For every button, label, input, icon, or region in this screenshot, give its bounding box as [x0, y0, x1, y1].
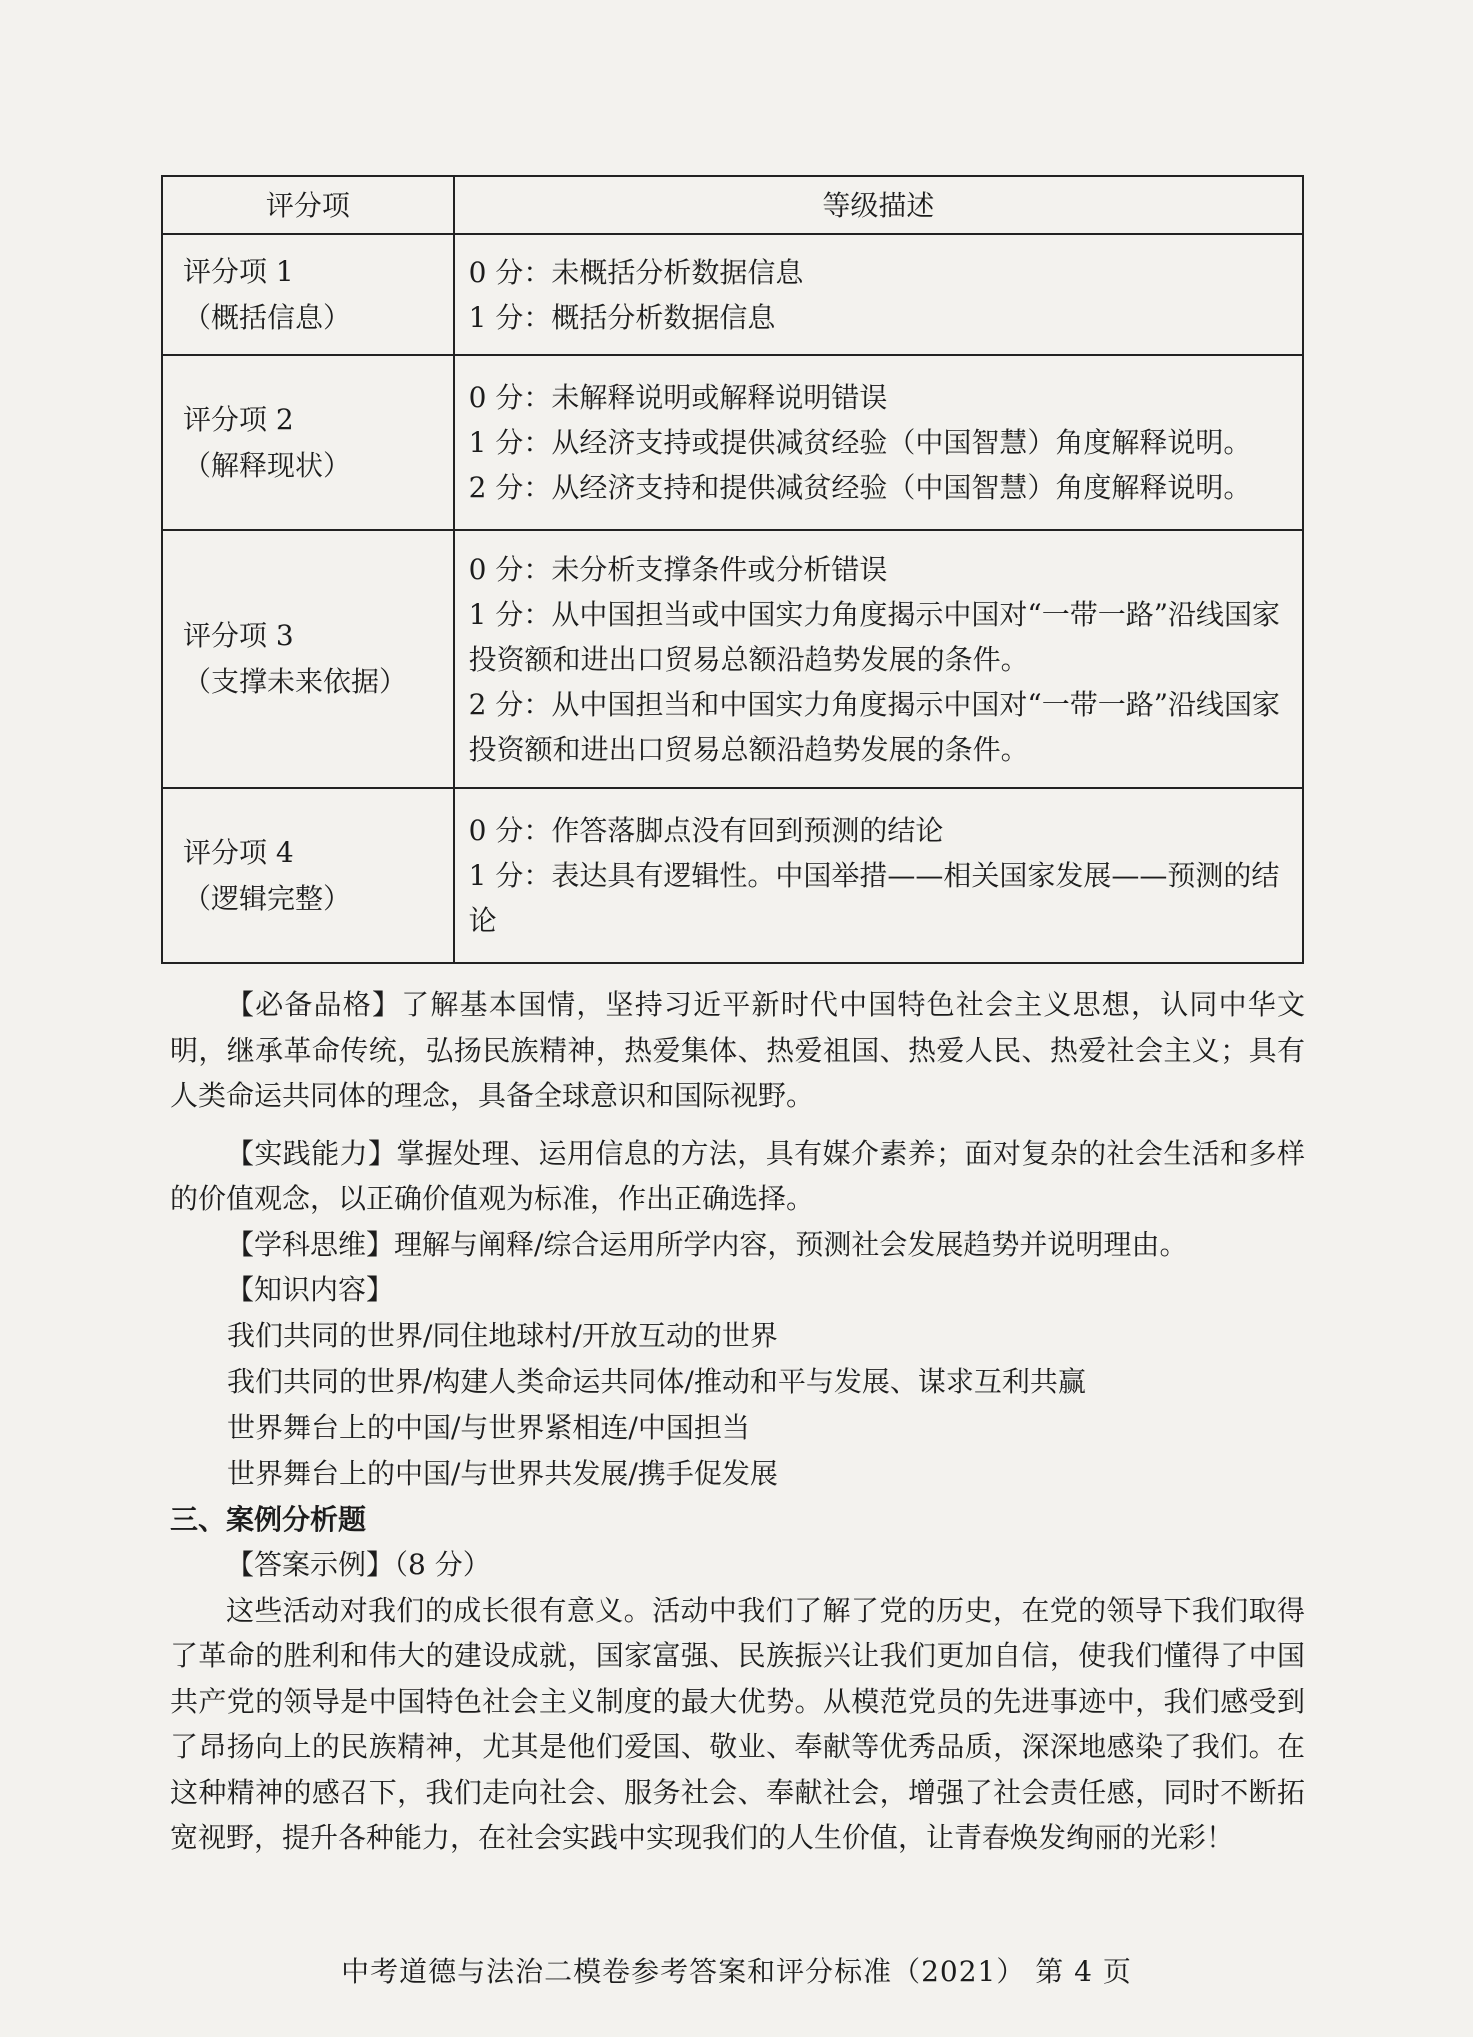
description-cell [454, 355, 1303, 530]
scoring-table [161, 175, 1304, 964]
scoring-item-cell [162, 234, 454, 355]
answer-paragraph: 这些活动对我们的成长很有意义。活动中我们了解了党的历史，在党的领导下我们取得了革命的胜利和伟大的建设成就，国家富强、民族振兴让我们更加自信，使我们懂得了中国共产党的领导是中国特色社会主义制度的最大优势。从模范党员的先进事迹中，我们感受到了昂扬向上的民族精神，尤其是他们爱国、敬业、奉献等优秀品质，深深地感染了我们。在这种精神的感召下，我们走向社会、服务社会、奉献社会，增强了社会责任感，同时不断拓宽视野，提升各种能力，在社会实践中实现我们的人生价值，让青春焕发绚丽的光彩！ [170, 1593, 1305, 1854]
table-header-row [162, 176, 1303, 234]
description-cell [454, 530, 1303, 788]
list-item: 世界舞台上的中国/与世界紧相连/中国担当 [227, 1410, 750, 1444]
list-item: 世界舞台上的中国/与世界共发展/携手促发展 [227, 1456, 778, 1490]
thinking-paragraph: 【学科思维】理解与阐释/综合运用所学内容，预测社会发展趋势并说明理由。 [226, 1227, 1188, 1261]
table-row [162, 530, 1303, 788]
knowledge-title: 【知识内容】 [226, 1273, 395, 1306]
scoring-item-subtitle: （概括信息） [183, 300, 352, 334]
knowledge-list [170, 1313, 1305, 1497]
practice-paragraph: 【实践能力】掌握处理、运用信息的方法，具有媒介素养；面对复杂的社会生活和多样的价值观念，以正确价值观为标准，作出正确选择。 [170, 1136, 1305, 1215]
answer-label: 【答案示例】（8 分） [226, 1548, 491, 1581]
level-description: 1 分：从经济支持或提供减贫经验（中国智慧）角度解释说明。 [468, 426, 1252, 459]
level-description: 0 分：作答落脚点没有回到预测的结论 [468, 814, 944, 847]
table-row [162, 788, 1303, 963]
level-description: 0 分：未概括分析数据信息 [468, 255, 804, 289]
competency-section [170, 982, 1305, 1861]
scoring-item-subtitle: （支撑未来依据） [183, 665, 408, 698]
scoring-item-title: 评分项 2 [183, 402, 294, 436]
description-cell [454, 788, 1303, 963]
table-row [162, 234, 1303, 355]
level-description: 0 分：未解释说明或解释说明错误 [468, 381, 888, 414]
scoring-item-cell [162, 355, 454, 530]
header-scoring-item: 评分项 [162, 176, 454, 234]
level-description: 2 分：从经济支持和提供减贫经验（中国智慧）角度解释说明。 [468, 471, 1252, 504]
list-item: 我们共同的世界/构建人类命运共同体/推动和平与发展、谋求互利共赢 [227, 1364, 1086, 1398]
page-footer: 中考道德与法治二模卷参考答案和评分标准（2021） 第 4 页 [341, 1955, 1132, 1988]
header-level-description: 等级描述 [454, 176, 1303, 234]
level-description: 1 分：表达具有逻辑性。中国举措——相关国家发展——预测的结论 [468, 859, 1280, 937]
scoring-item-cell [162, 788, 454, 963]
scoring-item-title: 评分项 3 [183, 619, 294, 652]
scoring-item-subtitle: （逻辑完整） [183, 881, 352, 915]
description-cell [454, 234, 1303, 355]
scoring-item-cell [162, 530, 454, 788]
list-item: 我们共同的世界/同住地球村/开放互动的世界 [227, 1318, 778, 1352]
character-paragraph: 【必备品格】了解基本国情，坚持习近平新时代中国特色社会主义思想，认同中华文明，继承革命传统，弘扬民族精神，热爱集体、热爱祖国、热爱人民、热爱社会主义；具有人类命运共同体的理念，具备全球意识和国际视野。 [170, 988, 1305, 1112]
scoring-item-title: 评分项 4 [183, 835, 294, 869]
level-description: 1 分：从中国担当或中国实力角度揭示中国对“一带一路”沿线国家投资额和进出口贸易总额沿趋势发展的条件。 [468, 597, 1281, 676]
case-analysis-title: 三、案例分析题 [170, 1502, 367, 1536]
level-description: 0 分：未分析支撑条件或分析错误 [468, 552, 888, 586]
table-row [162, 355, 1303, 530]
level-description: 1 分：概括分析数据信息 [468, 300, 776, 334]
scoring-item-subtitle: （解释现状） [183, 448, 352, 482]
scoring-item-title: 评分项 1 [183, 254, 294, 288]
level-description: 2 分：从中国担当和中国实力角度揭示中国对“一带一路”沿线国家投资额和进出口贸易总额沿趋势发展的条件。 [468, 687, 1281, 766]
